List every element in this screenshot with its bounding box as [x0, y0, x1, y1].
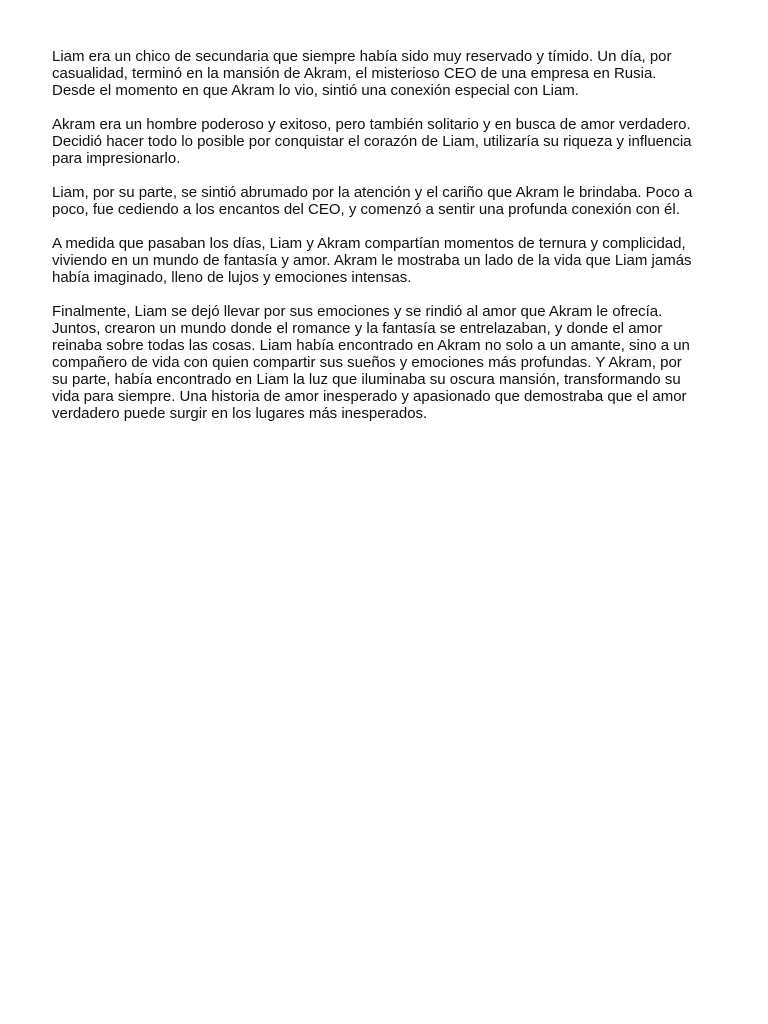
text-line: Juntos, crearon un mundo donde el romance y la fantasía se entrelazaban, y donde el amor	[52, 320, 663, 337]
text-line: poco, fue cediendo a los encantos del CEO, y comenzó a sentir una profunda conexión con él.	[52, 201, 680, 218]
text-line: compañero de vida con quien compartir sus sueños y emociones más profundas. Y Akram, por	[52, 354, 682, 371]
text-line: Liam era un chico de secundaria que siempre había sido muy reservado y tímido. Un día, por	[52, 48, 672, 65]
text-line: vida para siempre. Una historia de amor inesperado y apasionado que demostraba que el amor	[52, 388, 687, 405]
paragraph-3	[52, 184, 724, 218]
paragraph-4	[52, 235, 724, 286]
text-line: Decidió hacer todo lo posible por conquistar el corazón de Liam, utilizaría su riqueza y influencia	[52, 133, 692, 150]
text-line: Finalmente, Liam se dejó llevar por sus emociones y se rindió al amor que Akram le ofrecía.	[52, 303, 663, 320]
text-line: para impresionarlo.	[52, 150, 181, 167]
paragraph-1	[52, 48, 724, 99]
document-body	[52, 48, 724, 439]
text-line: reinaba sobre todas las cosas. Liam había encontrado en Akram no solo a un amante, sino a un	[52, 337, 690, 354]
paragraph-2	[52, 116, 724, 167]
text-line: Desde el momento en que Akram lo vio, sintió una conexión especial con Liam.	[52, 82, 579, 99]
paragraph-5	[52, 303, 724, 422]
text-line: había imaginado, lleno de lujos y emociones intensas.	[52, 269, 412, 286]
text-line: A medida que pasaban los días, Liam y Akram compartían momentos de ternura y complicidad,	[52, 235, 686, 252]
text-line: Liam, por su parte, se sintió abrumado por la atención y el cariño que Akram le brindaba. Poco a	[52, 184, 693, 201]
text-line: Akram era un hombre poderoso y exitoso, pero también solitario y en busca de amor verdadero.	[52, 116, 691, 133]
text-line: verdadero puede surgir en los lugares más inesperados.	[52, 405, 428, 422]
text-line: su parte, había encontrado en Liam la luz que iluminaba su oscura mansión, transformando su	[52, 371, 681, 388]
text-line: casualidad, terminó en la mansión de Akram, el misterioso CEO de una empresa en Rusia.	[52, 65, 657, 82]
text-line: viviendo en un mundo de fantasía y amor. Akram le mostraba un lado de la vida que Liam jamás	[52, 252, 692, 269]
